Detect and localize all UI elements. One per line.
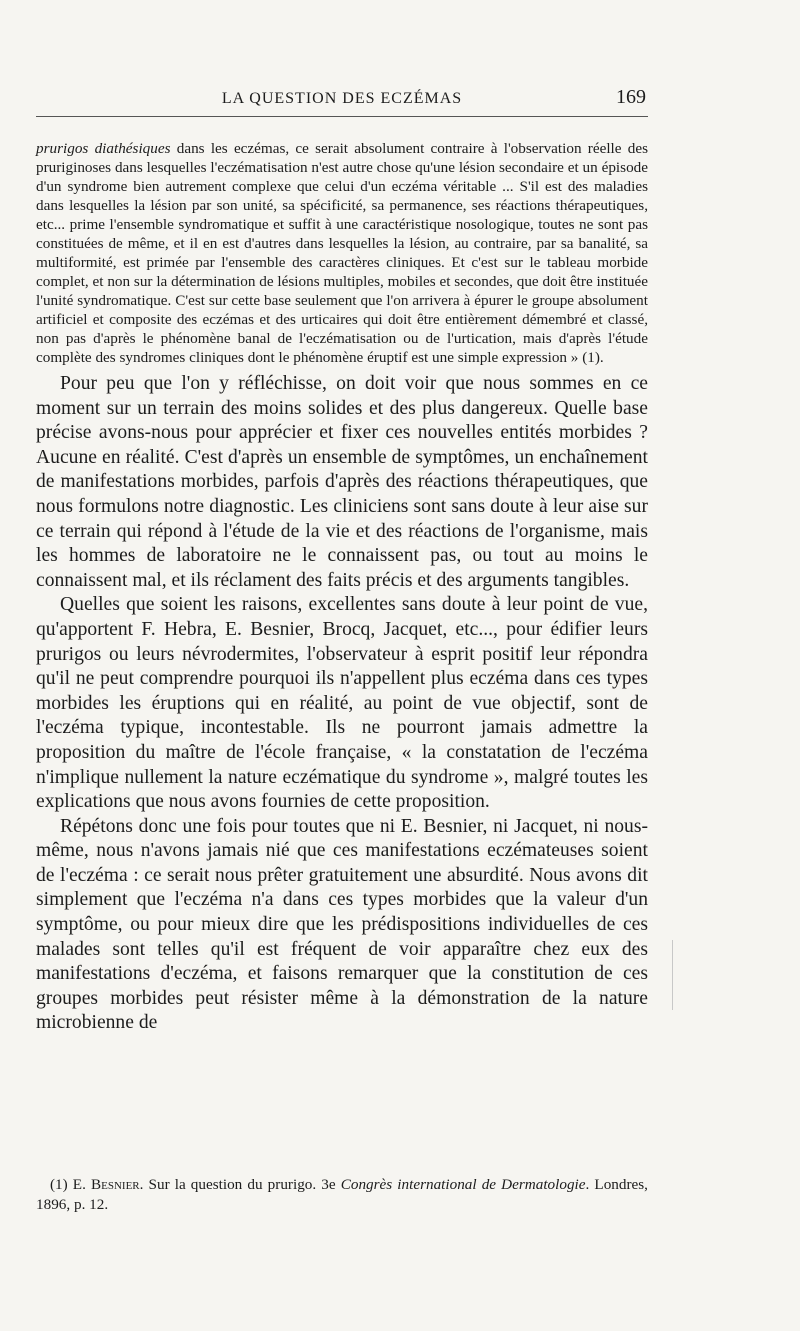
footnote-paragraph [36,1175,648,1215]
paragraph-1: Pour peu que l'on y réfléchisse, on doit voir que nous sommes en ce moment sur un terrain des moins solides et des plus dangereux. Quelle base précise avons-nous pour apprécier et fixer ces nouvelles entités morbides ? Aucune en réalité. C'est d'après un ensemble de symptômes, un enchaînement de manifestations morbides, parfois d'après des réactions thérapeutiques, que nous formulons notre diagnostic. Les cliniciens sont sans doute à leur aise sur ce terrain qui répond à l'étude de la vie et des réactions de l'organisme, mais les hommes de laboratoire ne le connaissent pas, ou tout au moins le connaissent mal, et ils réclament des faits précis et des arguments tangibles. [36,373,648,591]
quote-lead-italic: prurigos diathésiques [36,140,171,157]
quote-paragraph [36,139,648,367]
margin-mark [664,940,673,1010]
footnote-author: Besnier [91,1176,140,1193]
footnote-venue: Congrès international de Dermatologie [340,1176,586,1193]
footnote-text: . Sur la question du prurigo. 3e [139,1176,341,1193]
page-number: 169 [616,86,646,108]
paragraph-3: Répétons donc une fois pour toutes que ni E. Besnier, ni Jacquet, ni nous-même, nous n'avons jamais nié que ces manifestations eczémateuses soient de l'eczéma : ce serait nous prêter gratuitement une absurdité. Nous avons dit simplement que l'eczéma n'a dans ces types morbides que la valeur d'un symptôme, ou pour mieux dire que les prédispositions individuelles de ces malades sont telles qu'il est fréquent de voir apparaître chez eux des manifestations d'eczéma, et faisons remarquer que la constitution de ces groupes morbides peut résister même à la démonstration de la nature microbienne de [36,815,648,1034]
footnote-marker: (1) E. [50,1176,91,1193]
running-title: LA QUESTION DES ECZÉMAS [221,90,463,107]
page-body [36,139,648,1036]
block-quote [36,139,648,367]
quote-text: dans les eczémas, ce serait absolument contraire à l'observation réelle des pruriginoses dans lesquelles l'eczématisation n'est autre chose qu'une lésion secondaire et un épisode d'un syndrome bien autrement complexe que celui d'un eczéma véritable ... S'il est des maladies dans lesquelles la lésion par son unité, sa spécificité, sa permanence, ses réactions thérapeutiques, etc... prime l'ensemble syndromatique et suffit à une caractéristique nosologique, toutes ne sont pas constituées de même, et il en est d'autres dans lesquelles la lésion, au contraire, par sa banalité, sa multiformité, est primée par l'ensemble des caractères cliniques. Et c'est sur le tableau morbide complet, et non sur la détermination de lésions multiples, mobiles et secondes, que doit être instituée l'unité syndromatique. C'est sur cette base seulement que l'on arrivera à épurer le groupe absolument artificiel et composite des eczémas et des urticaires qui doit être entièrement démembré et classé, non pas d'après le phénomène banal de l'eczématisation ou de l'urtication, mais d'après l'étude complète des syndromes cliniques dont le phénomène éruptif est une simple expression » (1). [36,140,648,366]
main-text [36,372,648,1036]
footnote [36,1175,648,1215]
page-header [36,86,648,117]
footnote-tail: . Londres, 1896, p. 12. [36,1176,648,1213]
paragraph-2: Quelles que soient les raisons, excellentes sans doute à leur point de vue, qu'apportent F. Hebra, E. Besnier, Brocq, Jacquet, etc..., pour édifier leurs prurigos ou leurs névrodermites, l'observateur à esprit positif leur répondra qu'il ne peut comprendre pourquoi ils n'appellent plus eczéma dans ces types morbides les éruptions qui en réalité, au point de vue objectif, sont de l'eczéma typique, incontestable. Ils ne pourront jamais admettre la proposition du maître de l'école française, « la constatation de l'eczéma n'implique nullement la nature eczématique du syndrome », malgré toutes les explications que nous avons fournies de cette proposition. [36,594,648,813]
